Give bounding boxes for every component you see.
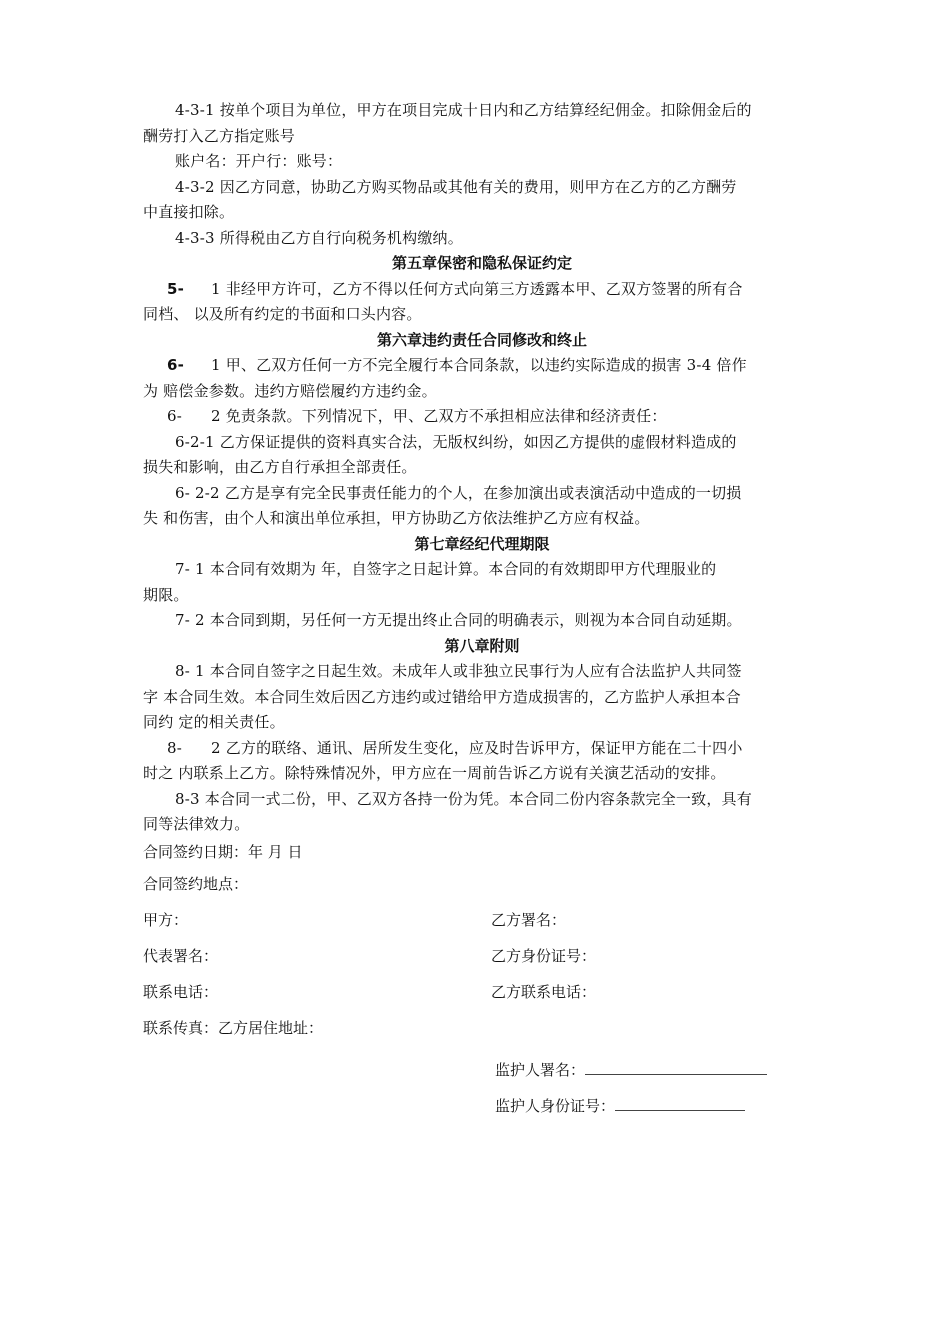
chapter-5-heading: 第五章保密和隐私保证约定 (391, 254, 572, 272)
clause-8-3: 8-3 本合同一式二份，甲、乙双方各持一份为凭。本合同二份内容条款完全一致，具有 (175, 789, 752, 808)
clause-8-2-cont: 时之 内联系上乙方。除特殊情况外，甲方应在一周前告诉乙方说有关演艺活动的安排。 (143, 764, 726, 782)
chapter-7-heading: 第七章经纪代理期限 (414, 534, 550, 553)
clause-8-1-cont: 字 本合同生效。本合同生效后因乙方违约或过错给甲方造成损害的，乙方监护人承担本合 (143, 687, 741, 706)
clause-6-2-2: 6- 2-2 乙方是享有完全民事责任能力的个人，在参加演出或表演活动中造成的一切损 (175, 483, 742, 502)
guardian-sign-label: 监护人署名： (495, 1060, 586, 1079)
clause-6-1-cont: 为 赔偿金参数。违约方赔偿履约方违约金。 (143, 381, 437, 400)
signature-row-3 (143, 980, 821, 1016)
party-b-sign-label: 乙方署名： (491, 910, 567, 929)
clause-4-3-2: 4-3-2 因乙方同意，协助乙方购买物品或其他有关的费用，则甲方在乙方的乙方酬劳 (175, 177, 737, 196)
clause-5-1-text: 1 非经甲方许可，乙方不得以任何方式向第三方透露本甲、乙双方签署的所有合 (211, 279, 743, 298)
signature-row-1 (143, 908, 821, 944)
clause-8-2-number: 8- (167, 738, 183, 757)
clause-6-1-text: 1 甲、乙双方任何一方不完全履行本合同条款，以违约实际造成的损害 3-4 倍作 (211, 356, 747, 374)
clause-8-2 (143, 736, 821, 762)
fax-address-label: 联系传真：乙方居住地址： (143, 1018, 324, 1037)
clause-8-2-text: 2 乙方的联络、通讯、居所发生变化，应及时告诉甲方，保证甲方能在二十四小 (211, 738, 743, 757)
clause-5-1-cont: 同档、 以及所有约定的书面和口头内容。 (143, 305, 422, 323)
clause-4-3-1-cont: 酬劳打入乙方指定账号 (143, 126, 296, 145)
clause-6-2-2-cont: 失 和伤害，由个人和演出单位承担，甲方协助乙方依法维护乙方应有权益。 (143, 509, 650, 527)
signing-place: 合同签约地点： (143, 874, 249, 893)
party-b-phone-label: 乙方联系电话： (491, 982, 597, 1001)
signature-row-2 (143, 944, 821, 980)
guardian-id-line[interactable] (615, 1096, 745, 1111)
clause-5-1 (143, 277, 821, 303)
clause-6-2-1-cont: 损失和影响，由乙方自行承担全部责任。 (143, 458, 417, 476)
clause-6-1 (143, 353, 821, 379)
clause-7-1: 7- 1 本合同有效期为 年，自签字之日起计算。本合同的有效期即甲方代理服业的 (175, 560, 717, 578)
clause-4-3-2-cont: 中直接扣除。 (143, 203, 235, 221)
signature-row-4 (143, 1016, 821, 1058)
signing-date: 合同签约日期：年 月 日 (143, 842, 303, 861)
clause-6-2-1: 6-2-1 乙方保证提供的资料真实合法，无版权纠纷，如因乙方提供的虚假材料造成的 (175, 432, 737, 451)
clause-7-2: 7- 2 本合同到期，另任何一方无提出终止合同的明确表示，则视为本合同自动延期。 (175, 611, 742, 629)
party-a-label: 甲方： (143, 910, 189, 929)
clause-5-number: 5- (167, 279, 185, 298)
guardian-id-label: 监护人身份证号： (495, 1096, 616, 1115)
account-info: 账户名：开户行：账号： (175, 152, 343, 170)
phone-label: 联系电话： (143, 982, 219, 1001)
guardian-sign-row (143, 1058, 821, 1094)
clause-7-1-cont: 期限。 (143, 585, 189, 604)
guardian-id-row (143, 1094, 821, 1130)
guardian-sign-line[interactable] (585, 1060, 767, 1075)
clause-8-1: 8- 1 本合同自签字之日起生效。未成年人或非独立民事行为人应有合法监护人共同签 (175, 662, 742, 680)
clause-4-3-1: 4-3-1 按单个项目为单位，甲方在项目完成十日内和乙方结算经纪佣金。扣除佣金后的 (175, 101, 752, 119)
clause-6-1-number: 6- (167, 356, 185, 374)
clause-6-2-text: 2 免责条款。下列情况下，甲、乙双方不承担相应法律和经济责任： (211, 407, 667, 425)
clause-6-2 (143, 404, 821, 430)
contract-page (143, 98, 821, 1130)
clause-4-3-3: 4-3-3 所得税由乙方自行向税务机构缴纳。 (175, 228, 463, 247)
representative-sign-label: 代表署名： (143, 946, 219, 965)
clause-8-3-cont: 同等法律效力。 (143, 815, 250, 833)
clause-6-2-number: 6- (167, 407, 183, 425)
chapter-8-heading: 第八章附则 (444, 636, 520, 655)
clause-8-1-cont2: 同约 定的相关责任。 (143, 713, 285, 731)
party-b-id-label: 乙方身份证号： (491, 946, 597, 965)
chapter-6-heading: 第六章违约责任合同修改和终止 (376, 330, 587, 349)
